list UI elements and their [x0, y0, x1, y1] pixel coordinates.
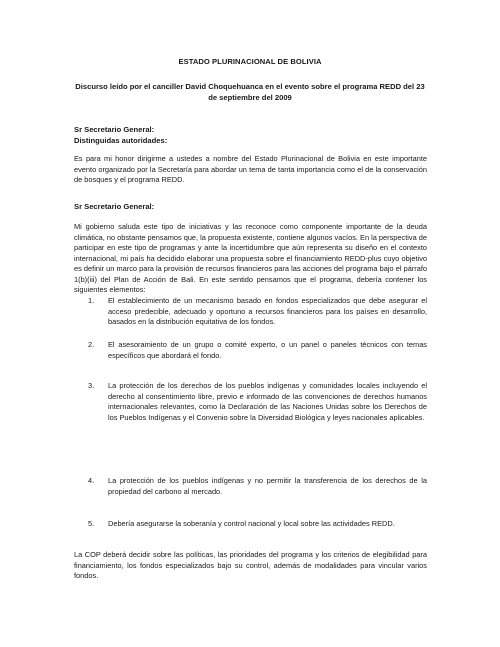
list-item-number: 3. — [88, 381, 95, 390]
list-item — [88, 340, 427, 361]
paragraph-closing: La COP deberá decidir sobre las políticas, las prioridades del programa y los criterios de elegibilidad para financiamiento, los fondos especializados bajo su control, además de modalidades para vincular varios fondos. — [74, 550, 427, 580]
document-title: ESTADO PLURINACIONAL DE BOLIVIA — [178, 57, 322, 66]
salutation-line-1: Sr Secretario General: — [74, 125, 155, 134]
list-item-text: Debería asegurarse la soberanía y control nacional y local sobre las actividades REDD. — [108, 519, 395, 528]
document-subtitle: Discurso leído por el canciller David Choquehuanca en el evento sobre el programa REDD del 23 de septiembre del 2009 — [75, 82, 425, 102]
list-item-number: 4. — [88, 476, 95, 485]
paragraph-intro: Es para mi honor dirigirme a ustedes a nombre del Estado Plurinacional de Bolivia en este importante evento organizado por la Secretaría para abordar un tema de tanta importancia como el de la conservación de bosques y el programa REDD. — [74, 154, 427, 184]
list-item-number: 5. — [88, 519, 95, 528]
paragraph-body: Mi gobierno saluda este tipo de iniciativas y las reconoce como componente importante de la deuda climática, no obstante pensamos que, la propuesta existente, contiene algunos vacíos. En la perspectiva de participar en este tipo de programas y ante la incertidumbre que aún representa su diseño en el contexto internacional, mi país ha decidido elaborar una propuesta sobre el financiamiento REDD-plus cuyo objetivo es definir un marco para la provisión de recursos financieros para las acciones del programa bajo el párrafo 1(b)(iii) del Plan de Acción de Bali. En este sentido pensamos que el programa, debería contener los siguientes elementos: — [74, 222, 427, 294]
list-item-text: El establecimiento de un mecanismo basado en fondos especializados que debe asegurar el acceso predecible, adecuado y oportuno a recursos financieros para los países en desarrollo, basados en la distribución equitativa de los fondos. — [108, 296, 427, 326]
list-item-text: La protección de los derechos de los pueblos indígenas y comunidades locales incluyendo el derecho al consentimiento libre, previo e informado de las convenciones de derechos humanos internacionales relevantes, como la Declaración de las Naciones Unidas sobre los Derechos de los Pueblos Indígenas y el Convenio sobre la Diversidad Biológica y leyes nacionales aplicables. — [108, 381, 427, 422]
list-item-text: La protección de los pueblos indígenas y no permitir la transferencia de los derechos de la propiedad del carbono al mercado. — [108, 476, 427, 496]
salutation — [74, 125, 167, 146]
list-item — [88, 296, 427, 328]
section-heading: Sr Secretario General: — [74, 202, 155, 211]
list-item — [88, 519, 427, 530]
list-item-number: 2. — [88, 340, 95, 349]
list-item-number: 1. — [88, 296, 95, 305]
list-item — [88, 476, 427, 497]
list-item — [88, 381, 427, 423]
list-item-text: El asesoramiento de un grupo o comité experto, o un panel o paneles técnicos con temas específicos que abordará el fondo. — [108, 340, 427, 360]
salutation-line-2: Distinguidas autoridades: — [74, 135, 168, 145]
